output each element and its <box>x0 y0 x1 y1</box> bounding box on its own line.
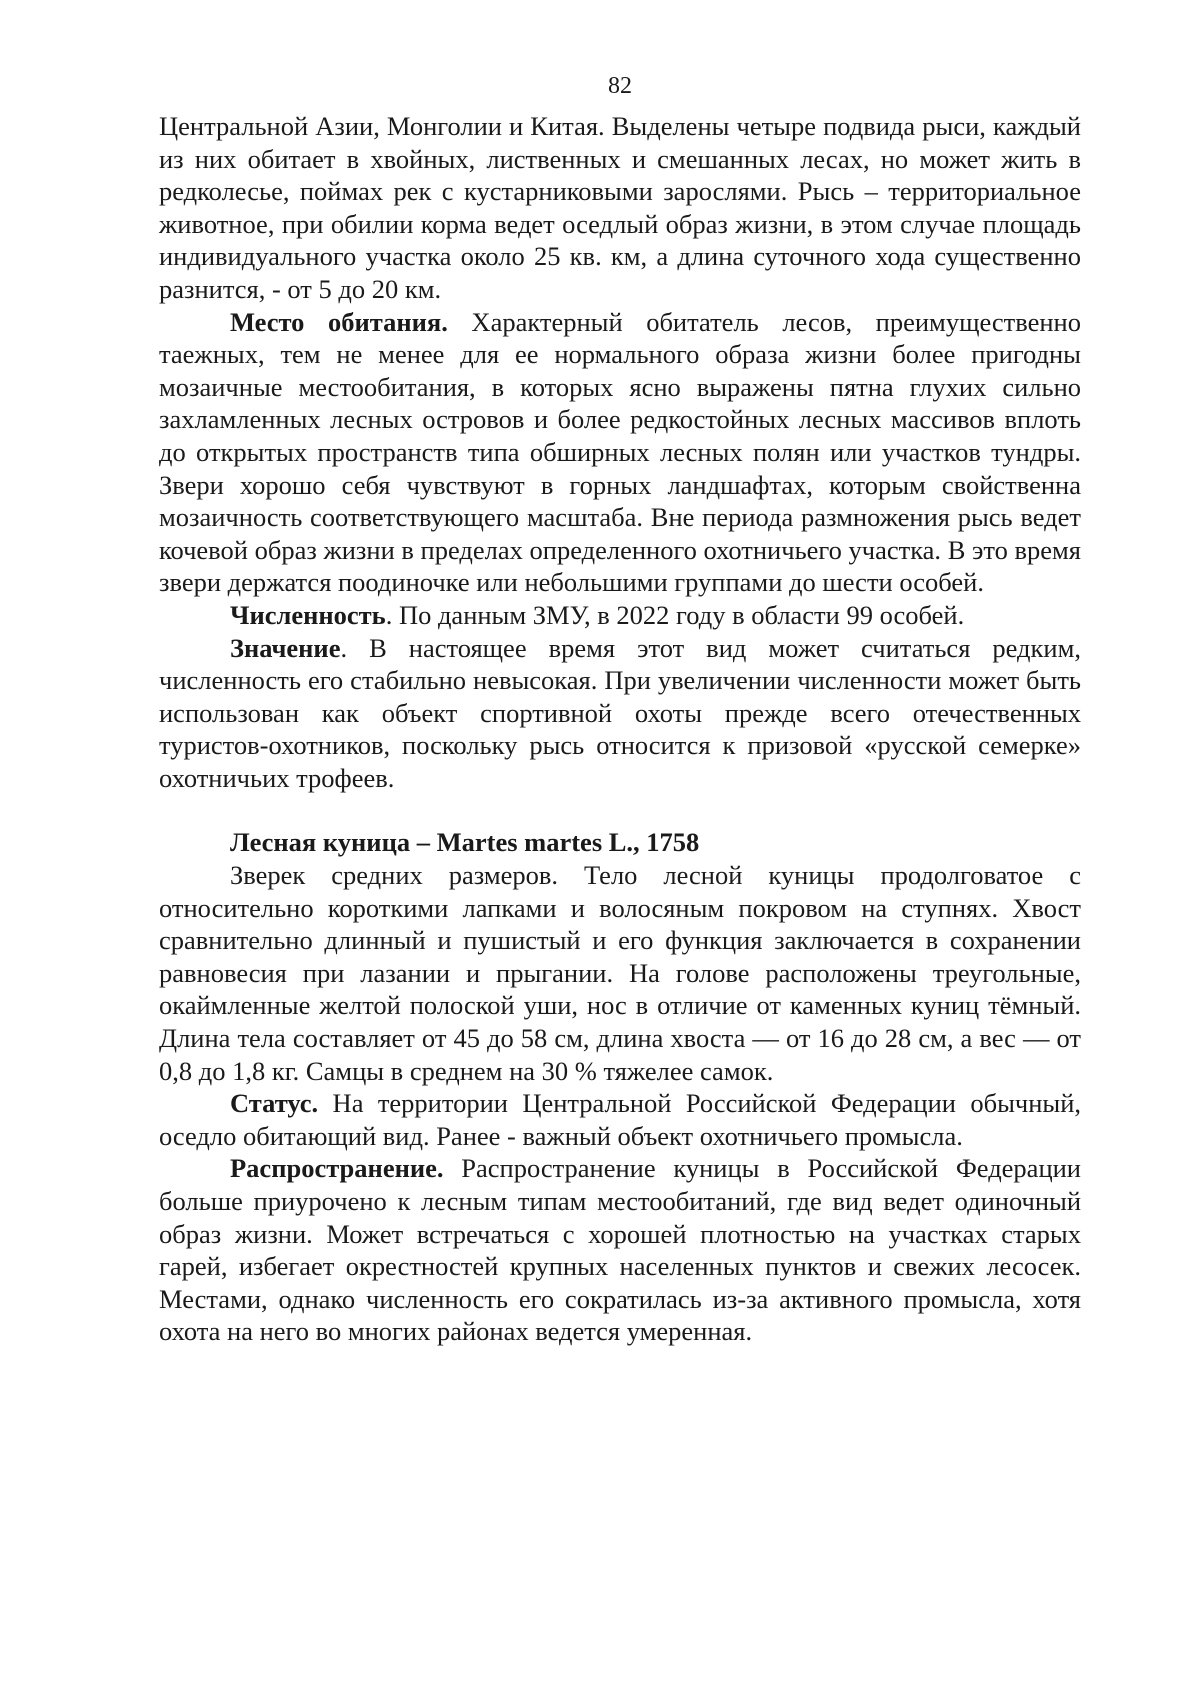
marten-distribution-lead: Распространение. <box>230 1153 444 1184</box>
population-paragraph <box>159 599 1081 632</box>
marten-description-text: Зверек средних размеров. Тело лесной куницы продолговатое с относительно короткими лапками и волосяным покровом на ступнях. Хвост сравнительно длинный и пушистый и его функция заключается в сохранении равновесия при лазании и прыгании. На голове расположены треугольные, окаймленные желтой полоской уши, нос в отличие от каменных куниц тёмный. Длина тела составляет от 45 до 58 см, длина хвоста — от 16 до 28 см, а вес — от 0,8 до 1,8 кг. Самцы в среднем на 30 % тяжелее самок. <box>159 860 1081 1086</box>
document-page <box>159 70 1081 1348</box>
significance-lead: Значение <box>230 632 341 663</box>
page-number: 82 <box>608 73 632 99</box>
marten-distribution-paragraph <box>159 1152 1081 1348</box>
habitat-text: Характерный обитатель лесов, преимущественно таежных, тем не менее для ее нормального образа жизни более пригодны мозаичные местообитания, в которых ясно выражены пятна глухих сильно захламленных лесных островов и более редкостойных лесных массивов вплоть до открытых пространств типа обширных лесных полян или участков тундры. Звери хорошо себя чувствуют в горных ландшафтах, которым свойственна мозаичность соответствующего масштаба. Вне периода размножения рысь ведет кочевой образ жизни в пределах определенного охотничьего участка. В это время звери держатся поодиночке или небольшими группами до шести особей. <box>159 306 1081 598</box>
significance-paragraph <box>159 632 1081 795</box>
population-lead: Численность <box>230 599 386 630</box>
significance-text: . В настоящее время этот вид может считаться редким, численность его стабильно невысокая. При увеличении численности может быть использован как объект спортивной охоты прежде всего отечественных туристов-охотников, поскольку рысь относится к призовой «русской семерке» охотничьих трофеев. <box>159 632 1081 793</box>
habitat-paragraph <box>159 306 1081 599</box>
marten-status-paragraph <box>159 1087 1081 1152</box>
intro-paragraph <box>159 110 1081 306</box>
marten-status-lead: Статус. <box>230 1088 319 1119</box>
marten-section-heading: Лесная куница – Martes martes L., 1758 <box>230 827 700 858</box>
marten-distribution-text: Распространение куницы в Российской Федерации больше приурочено к лесным типам местообитаний, где вид ведет одиночный образ жизни. Может встречаться с хорошей плотностью на участках старых гарей, избегает окрестностей крупных населенных пунктов и свежих лесосек. Местами, однако численность его сократилась из-за активного промысла, хотя охота на него во многих районах ведется умеренная. <box>159 1153 1081 1347</box>
intro-text: Центральной Азии, Монголии и Китая. Выделены четыре подвида рыси, каждый из них обитает в хвойных, лиственных и смешанных лесах, но может жить в редколесье, поймах рек с кустарниковыми зарослями. Рысь – территориальное животное, при обилии корма ведет оседлый образ жизни, в этом случае площадь индивидуального участка около 25 кв. км, а длина суточного хода существенно разнится, - от 5 до 20 км. <box>159 111 1081 304</box>
marten-description-paragraph <box>159 859 1081 1087</box>
marten-status-text: На территории Центральной Российской Федерации обычный, оседло обитающий вид. Ранее - важный объект охотничьего промысла. <box>159 1088 1081 1151</box>
habitat-lead: Место обитания. <box>230 306 448 337</box>
population-text: . По данным ЗМУ, в 2022 году в области 99 особей. <box>385 599 965 630</box>
